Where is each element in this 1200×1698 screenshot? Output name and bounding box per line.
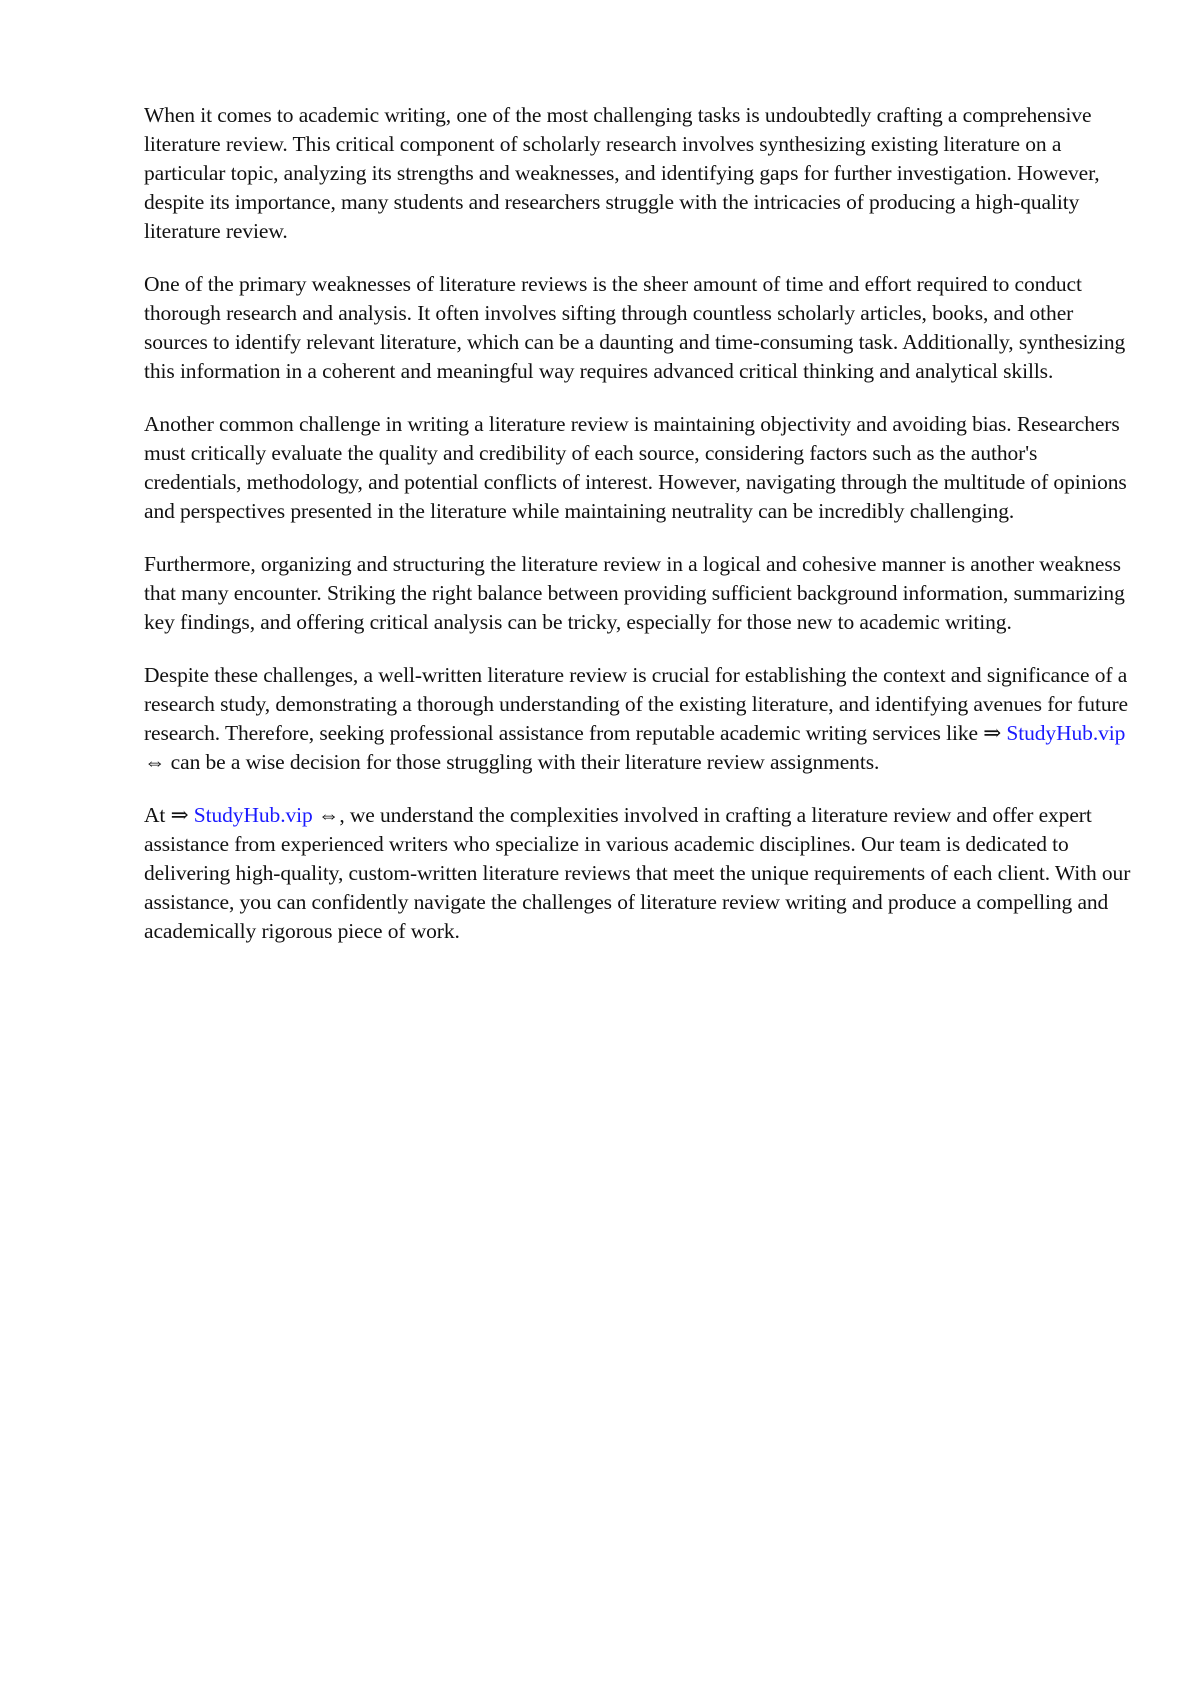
studyhub-link[interactable]: StudyHub.vip	[193, 803, 313, 827]
studyhub-link[interactable]: StudyHub.vip	[1006, 721, 1126, 745]
right-double-arrow-icon: ⇒	[983, 721, 1007, 745]
paragraph-assistance-text-before: Despite these challenges, a well-written literature review is crucial for establishing the context and significance of a research study, demonstrating a thorough understanding of the existing literature, and identifying avenues for future research. Therefore, seeking professional assistance from reputable academic writing services like	[144, 663, 1128, 745]
paragraph-offer	[144, 801, 1134, 946]
paragraph-objectivity: Another common challenge in writing a literature review is maintaining objectivity and avoiding bias. Researchers must critically evaluate the quality and credibility of each source, considering factors such as the author's credentials, methodology, and potential conflicts of interest. However, navigating through the multitude of opinions and perspectives presented in the literature while maintaining neutrality can be incredibly challenging.	[144, 412, 1127, 523]
paragraph-assistance-text-after: can be a wise decision for those struggling with their literature review assignments.	[165, 750, 880, 774]
document-body	[144, 101, 1134, 946]
paragraph-intro: When it comes to academic writing, one of the most challenging tasks is undoubtedly crafting a comprehensive literature review. This critical component of scholarly research involves synthesizing existing literature on a particular topic, analyzing its strengths and weaknesses, and identifying gaps for further investigation. However, despite its importance, many students and researchers struggle with the intricacies of producing a high-quality literature review.	[144, 103, 1100, 243]
paragraph-organization: Furthermore, organizing and structuring the literature review in a logical and cohesive manner is another weakness that many encounter. Striking the right balance between providing sufficient background information, summarizing key findings, and offering critical analysis can be tricky, especially for those new to academic writing.	[144, 552, 1125, 634]
paragraph-time-effort: One of the primary weaknesses of literature reviews is the sheer amount of time and effort required to conduct thorough research and analysis. It often involves sifting through countless scholarly articles, books, and other sources to identify relevant literature, which can be a daunting and time-consuming task. Additionally, synthesizing this information in a coherent and meaningful way requires advanced critical thinking and analytical skills.	[144, 272, 1126, 383]
paragraph-assistance	[144, 661, 1134, 777]
paragraph-offer-text-before: At	[144, 803, 171, 827]
right-double-arrow-icon: ⇒	[170, 803, 194, 827]
left-right-double-arrow-icon: ⇔	[312, 803, 340, 827]
paragraph-offer-text-after: , we understand the complexities involved in crafting a literature review and offer expert assistance from experienced writers who specialize in various academic disciplines. Our team is dedicated to delivering high-quality, custom-written literature reviews that meet the unique requirements of each client. With our assistance, you can confidently navigate the challenges of literature review writing and produce a compelling and academically rigorous piece of work.	[144, 803, 1131, 943]
left-right-double-arrow-icon: ⇔	[144, 750, 166, 774]
